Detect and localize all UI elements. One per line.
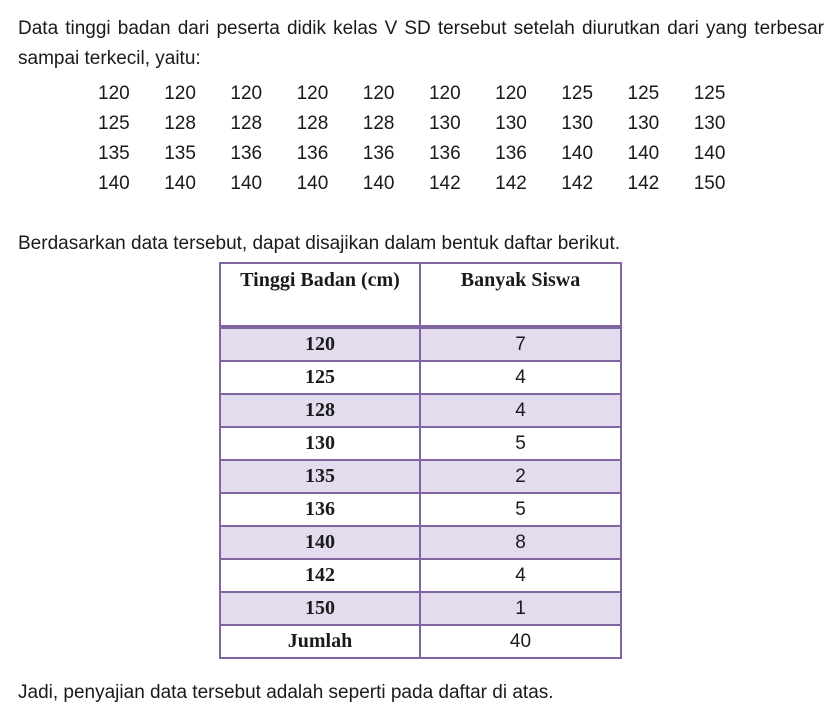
data-value: 125 — [98, 113, 130, 134]
data-value: 128 — [362, 113, 395, 134]
cell-count: 4 — [420, 394, 621, 427]
closing-paragraph: Jadi, penyajian data tersebut adalah seperti pada daftar di atas. — [18, 682, 554, 703]
table-row — [220, 394, 621, 427]
data-value: 150 — [693, 173, 726, 194]
data-value: 136 — [362, 143, 395, 164]
data-value: 130 — [627, 113, 660, 134]
table-row — [220, 361, 621, 394]
cell-count: 4 — [420, 361, 621, 394]
table-row — [220, 427, 621, 460]
data-value: 136 — [230, 143, 263, 164]
data-value: 142 — [495, 173, 527, 194]
cell-count: 1 — [420, 592, 621, 625]
cell-height: 125 — [220, 361, 420, 394]
table-row — [220, 460, 621, 493]
table-row — [220, 327, 621, 361]
data-value: 125 — [693, 83, 726, 104]
cell-count: 5 — [420, 427, 621, 460]
header-count: Banyak Siswa — [420, 263, 621, 327]
data-value: 136 — [296, 143, 329, 164]
cell-height: 130 — [220, 427, 420, 460]
data-value: 120 — [164, 83, 196, 104]
cell-count: 4 — [420, 559, 621, 592]
data-value: 120 — [230, 83, 263, 104]
data-value: 140 — [296, 173, 329, 194]
cell-height: 150 — [220, 592, 420, 625]
data-value: 135 — [98, 143, 130, 164]
data-value: 130 — [561, 113, 594, 134]
data-value: 120 — [98, 83, 130, 104]
intro-paragraph: Data tinggi badan dari peserta didik kelas V SD tersebut setelah diurutkan dari yang terbesar sampai terkecil, yaitu: — [18, 18, 824, 69]
header-height: Tinggi Badan (cm) — [220, 263, 420, 327]
table-row — [220, 559, 621, 592]
table-total-row — [220, 625, 621, 658]
data-value: 120 — [495, 83, 527, 104]
cell-height: 140 — [220, 526, 420, 559]
cell-count: 5 — [420, 493, 621, 526]
data-value: 140 — [230, 173, 263, 194]
data-value: 130 — [693, 113, 726, 134]
frequency-table-container — [219, 262, 622, 659]
data-value: 128 — [296, 113, 329, 134]
sorted-data-grid — [98, 79, 760, 199]
data-value: 140 — [164, 173, 196, 194]
cell-height: 135 — [220, 460, 420, 493]
data-value: 140 — [561, 143, 594, 164]
data-value: 120 — [296, 83, 329, 104]
frequency-table — [219, 262, 622, 659]
data-value: 142 — [627, 173, 660, 194]
data-value: 120 — [362, 83, 395, 104]
lead-paragraph: Berdasarkan data tersebut, dapat disajikan dalam bentuk daftar berikut. — [18, 233, 621, 254]
data-value: 135 — [164, 143, 196, 164]
data-value: 128 — [164, 113, 196, 134]
cell-count: 2 — [420, 460, 621, 493]
data-value: 125 — [627, 83, 660, 104]
data-value: 142 — [428, 173, 461, 194]
data-value: 136 — [495, 143, 527, 164]
total-value: 40 — [420, 625, 621, 658]
cell-height: 136 — [220, 493, 420, 526]
cell-height: 120 — [220, 327, 420, 361]
table-row — [220, 526, 621, 559]
data-value: 136 — [428, 143, 461, 164]
total-label: Jumlah — [220, 625, 420, 658]
data-value: 140 — [98, 173, 130, 194]
data-value: 142 — [561, 173, 594, 194]
table-row — [220, 493, 621, 526]
data-value: 130 — [495, 113, 527, 134]
data-value: 130 — [428, 113, 461, 134]
table-header-row — [220, 263, 621, 327]
data-value: 140 — [693, 143, 726, 164]
table-row — [220, 592, 621, 625]
cell-count: 7 — [420, 327, 621, 361]
cell-count: 8 — [420, 526, 621, 559]
data-value: 140 — [362, 173, 395, 194]
cell-height: 128 — [220, 394, 420, 427]
data-value: 125 — [561, 83, 594, 104]
cell-height: 142 — [220, 559, 420, 592]
data-value: 140 — [627, 143, 660, 164]
data-value: 120 — [428, 83, 461, 104]
data-value: 128 — [230, 113, 263, 134]
